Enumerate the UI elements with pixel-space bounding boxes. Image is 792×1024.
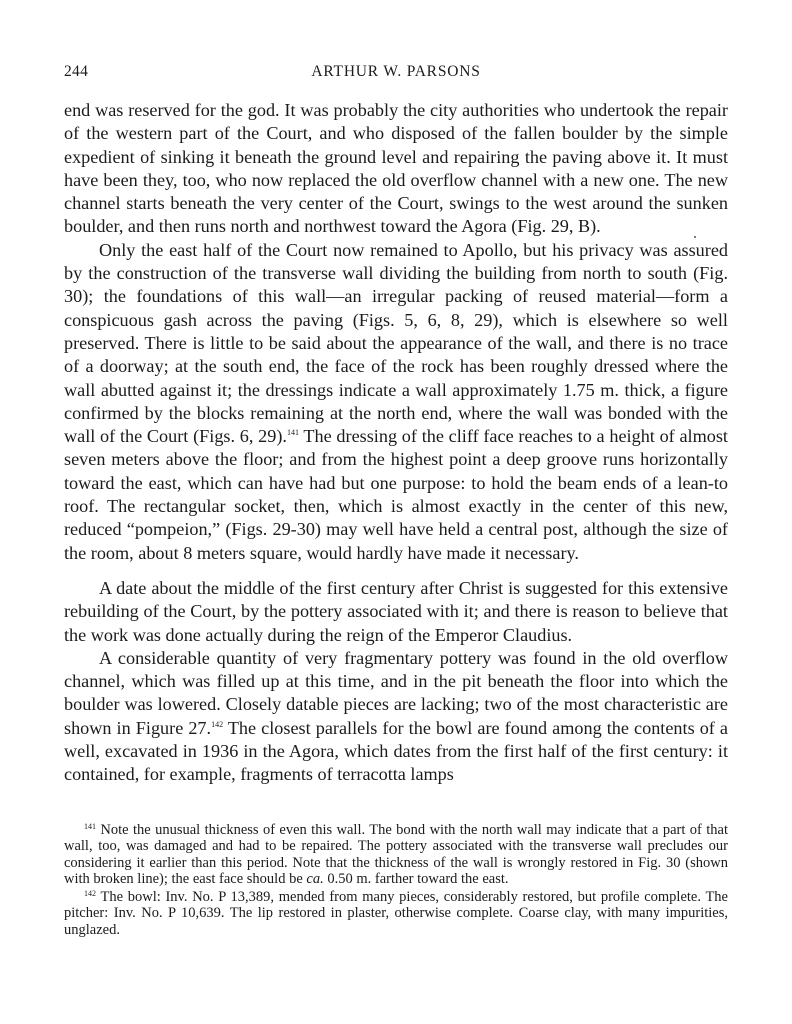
footnote-ref-141: 141 <box>286 428 299 438</box>
footnote-141-italic: ca. <box>306 870 324 887</box>
paragraph-4-text-b: The closest parallels for the bowl are found among the contents of a well, excavated in 1936 in the Agora, which dates from the first half of the first century: it contained, for example, fragments of terracotta lamps <box>64 717 729 785</box>
paragraph-2-text-a: Only the east half of the Court now remained to Apollo, but his privacy was assured by the construction of the transverse wall dividing the building from north to south (Fig. 30); the foundations of this wall—an irregular packing of reused material—form a conspicuous gash across the paving (Figs. 5, 6, 8, 29), which is elsewhere so well preserved. There is little to be said about the appearance of the wall, and there is no trace of a doorway; at the south end, the face of the rock has been roughly dressed where the wall abutted against it; the dressings indicate a wall approximately 1.75 m. thick, a figure confirmed by the blocks remaining at the north end, where the wall was bonded with the wall of the Court (Figs. 6, 29). <box>64 239 728 447</box>
footnote-142 <box>64 889 728 938</box>
running-head: ARTHUR W. PARSONS <box>311 63 481 80</box>
paragraph-2-text-b: The dressing of the cliff face reaches to a height of almost seven meters above the floor; and from the highest point a deep groove runs horizontally toward the east, which can have had but one purpose: to hold the beam ends of a lean-to roof. The rectangular socket, then, which is almost exactly in the center of this new, reduced “pompeion,” (Figs. 29-30) may well have held a central post, although the size of the room, about 8 meters square, would hardly have made it necessary. <box>64 426 728 563</box>
footnote-ref-142: 142 <box>211 719 224 729</box>
footnote-141-text-a: Note the unusual thickness of even this wall. The bond with the north wall may indicate that a part of that wall, too, was damaged and had to be repaired. The pottery associated with the transverse wall precludes our considering it earlier than this period. Note that the thickness of the wall is wrongly restored in Fig. 30 (shown with broken line); the east face should be <box>64 822 728 887</box>
footnote-141 <box>64 822 728 887</box>
paragraph-1: end was reserved for the god. It was probably the city authorities who undertook the repair of the western part of the Court, and who disposed of the fallen boulder by the simple expedient of sinking it beneath the ground level and repairing the paving above it. It must have been they, too, who now replaced the old overflow channel with a new one. The new channel starts beneath the very center of the Court, swings to the west around the sunken boulder, and then runs north and northwest toward the Agora (Fig. 29, B). <box>64 100 728 237</box>
footnote-141-number: 141 <box>84 822 96 831</box>
footnote-142-text: The bowl: Inv. No. P 13,389, mended from many pieces, considerably restored, but profile complete. The pitcher: Inv. No. P 10,639. The lip restored in plaster, otherwise complete. Coarse clay, with many impurities, unglazed. <box>64 889 728 938</box>
page-number: 244 <box>64 63 89 80</box>
paragraph-3: A date about the middle of the first century after Christ is suggested for this extensive rebuilding of the Court, by the pottery associated with it; and there is reason to believe that the work was done actually during the reign of the Emperor Claudius. <box>64 577 728 645</box>
page-header <box>64 63 728 85</box>
paragraph-2 <box>64 239 728 565</box>
paragraph-4-text-a: A considerable quantity of very fragmentary pottery was found in the old overflow channel, which was filled up at this time, and in the pit beneath the floor into which the boulder was lowered. Closely datable pieces are lacking; two of the most characteristic are shown in Figure 27. <box>64 647 728 738</box>
footnote-142-number: 142 <box>84 889 96 899</box>
footnote-141-text-b: 0.50 m. farther toward the east. <box>323 870 509 887</box>
stray-mark <box>694 236 696 238</box>
footnotes <box>64 822 728 938</box>
body-text <box>64 99 728 787</box>
paragraph-4 <box>64 647 728 787</box>
